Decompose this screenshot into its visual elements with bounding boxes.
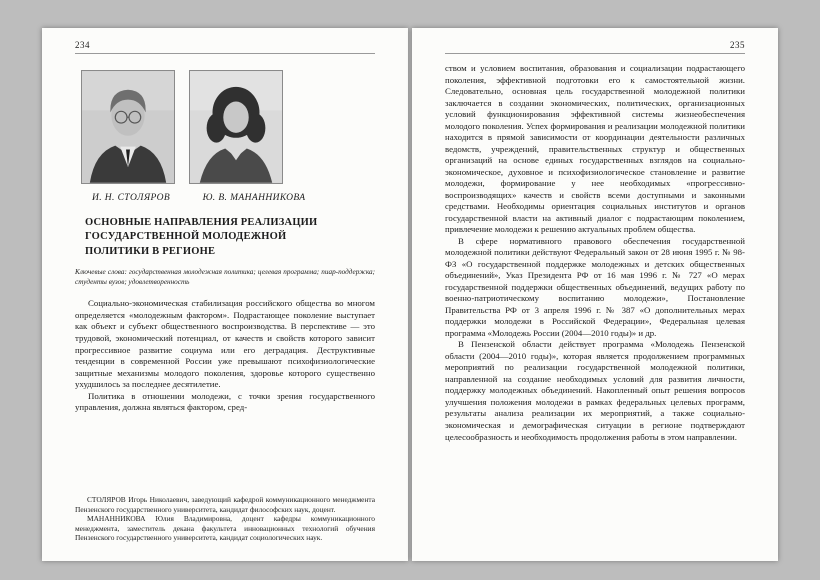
author-names-row <box>75 193 375 203</box>
author-name-stolyarov: И. Н. СТОЛЯРОВ <box>91 193 171 203</box>
left-body-text <box>75 298 375 413</box>
woman-portrait-graphic <box>190 71 282 183</box>
left-page-content <box>42 28 408 561</box>
body-paragraph: В сфере нормативного правового обеспечения государственной молодежной политики действуют Федеральный закон от 28 июня 1995 г. № 98-ФЗ «О государственной поддержке молодежных и детских общественных объединений», Указ Президента РФ от 16 мая 1996 г. № 727 «О мерах государственной поддержки общественных объединений, ведущих работу по военно-патриотическому воспитанию молодежи», Постановление Правительства РФ от 3 апреля 1996 г. № 387 «О дополнительных мерах поддержки молодежи в Российской Федерации», Федеральная целевая программа «Молодежь России (2004—2010 годы)» и др. <box>445 235 745 338</box>
left-page <box>42 28 408 561</box>
author-photos <box>81 70 375 184</box>
page-number-left: 234 <box>75 40 375 54</box>
footnote-manannikova: МАНАННИКОВА Юлия Владимировна, доцент кафедры коммуникационного менеджмента, заместитель декана факультета инновационных технологий обучения Пензенского государственного университета, кандидат социологических наук. <box>75 514 375 543</box>
author-photo-stolyarov <box>81 70 175 184</box>
article-title: ОСНОВНЫЕ НАПРАВЛЕНИЯ РЕАЛИЗАЦИИ ГОСУДАРСТВЕННОЙ МОЛОДЕЖНОЙ ПОЛИТИКИ В РЕГИОНЕ <box>85 217 318 257</box>
author-name-manannikova: Ю. В. МАНАННИКОВА <box>202 193 306 203</box>
man-portrait-graphic <box>82 71 174 183</box>
page-number-right: 235 <box>445 40 745 54</box>
right-page <box>412 28 778 561</box>
body-paragraph: Социально-экономическая стабилизация российского общества во многом определяется «молодежным фактором». Подрастающее поколение выступает как объект и субъект общественного воспроизводства. В перспективе — это трудовой, экономический потенциал, от качеств и свойств которого зависит прогрессивное развитие социума или его деградация. Деструктивные тенденции в современной России уже превышают психофизиологические защитные механизмы молодого поколения, здоровье которого существенно ухудшилось за последнее десятилетие. <box>75 298 375 390</box>
author-footnotes <box>75 495 375 543</box>
footnote-stolyarov: СТОЛЯРОВ Игорь Николаевич, заведующий кафедрой коммуникационного менеджмента Пензенского государственного университета, кандидат философских наук, доцент. <box>75 494 375 514</box>
keywords-line: Ключевые слова: государственная молодежная политика; целевая программа; пиар-поддержка; студенты вузов; удовлетворенность <box>75 268 375 286</box>
right-page-content <box>412 28 778 561</box>
body-paragraph-continuation: ством и условием воспитания, образования и социализации подрастающего поколения, эффективной подготовки его к самостоятельной жизни. Следовательно, основная цель государственной молодежной политики заключается в создании экономических, политических, организационных условий функционирования эффективной системы жизнеобеспечения молодого поколения. Успех формирования и реализации молодежной политики находится в прямой зависимости от координации деятельности различных ведомств, учреждений, правительственных структур и общественных организаций на основе единых государственных взглядов на социально-экономическое, духовное и психофизиологическое становление и развитие молодежи, формирование у нее необходимых «прогрессивно-воспроизводящих» качеств и свойств всеми доступными и законными средствами. Необходимы ориентация социальных институтов и органов государственной власти на активный диалог с подрастающим поколением, привлечение молодежи к решению актуальных проблем общества. <box>445 63 745 235</box>
body-paragraph: В Пензенской области действует программа «Молодежь Пензенской области (2004—2010 годы)», которая является продолжением программных мероприятий по реализации государственной молодежной политики, направленной на создание необходимых условий для развития личности, поддержку молодежных объединений. Накопленный опыт решения вопросов улучшения положения молодежи в рамках федеральных целевых программ, результаты анализа реализации их мероприятий, а также социально-экономическая и демографическая ситуации в регионе подтверждают целесообразность и необходимость продолжения работы в этом направлении. <box>445 339 745 442</box>
right-body-text <box>445 63 745 443</box>
author-photo-manannikova <box>189 70 283 184</box>
body-paragraph: Политика в отношении молодежи, с точки зрения государственного управления, должна являться фактором, сред- <box>75 390 375 413</box>
